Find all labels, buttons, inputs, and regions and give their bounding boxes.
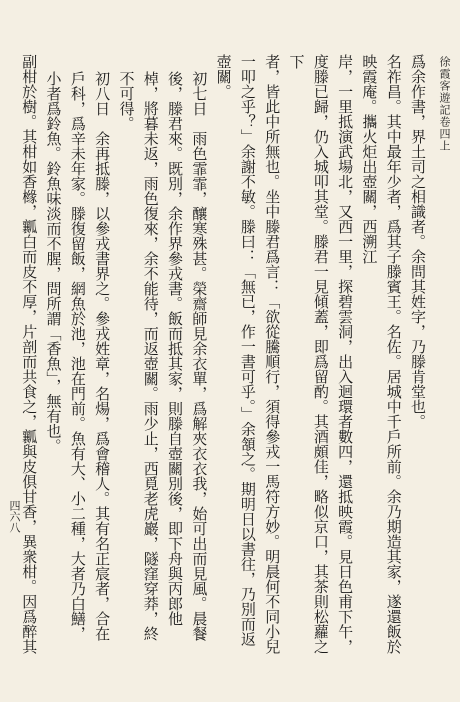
text-column: 爲余作書，界土司之相識者。余問其姓字，乃滕肯堂也。 <box>409 54 427 429</box>
vertical-text-block <box>20 54 430 654</box>
text-column: 初七日 雨色霏霏，釀寒殊甚。榮齋師見余衣單，爲解夾衣衣我，始可出而見風。晨餐後，滕君來。既別，余作界參戎書。飯而抵其家，則滕自壺關別後，即下舟與丙郎他棹，將暮未返，雨色復來，余不能待，而返壺關。雨少止，西覓老虎巖，隧窪穿莽，終不可得。 <box>117 70 209 641</box>
text-column: 者，皆此中所無也。坐中滕君爲言：「欲從騰順行，須得參戎一馬符方妙。明晨何不同小兒一叩之乎？」余謝不敏。滕曰：「無已，作一書可乎。」余頷之。期明日以書往，乃別而返壺關。 <box>214 54 282 654</box>
text-column: 岸，一里抵演武場北，又西一里，探碧雲洞，出入迴環者數四，還抵映霞。見日色甫下午，度滕已歸，仍入城叩其堂。滕君一見傾蓋，即爲留酌。其酒頗佳，略似京口，其茶則松蘿之下 <box>287 54 355 654</box>
text-column: 名祚昌。其中最年少者，爲其子滕賓王。名佐。居城中千戶所前。余乃期造其家，遂還飯於映霞庵。攜火炬出壺關，西溯江 <box>360 54 403 654</box>
text-column: 初八日 余再抵滕，以參戎書界之。參戎姓章，名煬，爲會稽人。其有名正宸者，合在戶科，爲辛未年家。滕復留飯，網魚於池，池在門前。魚有大、小二種，大者乃白鱔，小者爲鈴魚。鈴魚味淡而不腥，問所謂「香魚」，無有也。 <box>44 70 112 641</box>
running-header: 徐霞客遊記卷四上 <box>438 56 451 152</box>
page-number: 四六八 <box>8 500 21 533</box>
text-column: 副柑於樹。其柑如香橼，瓤白而皮不厚，片剖而共食之，瓤與皮俱甘香，異衆柑。因爲醉其 <box>20 54 39 654</box>
